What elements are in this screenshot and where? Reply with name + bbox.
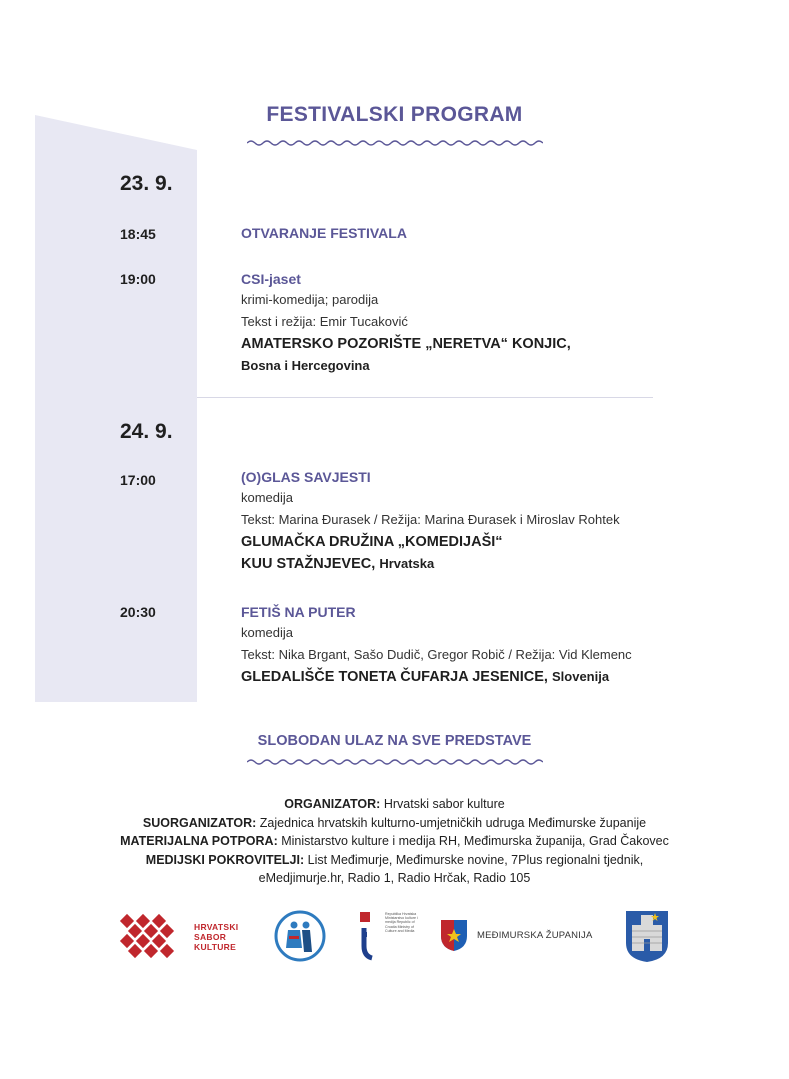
event bbox=[241, 224, 711, 243]
county-logo-text: MEĐIMURSKA ŽUPANIJA bbox=[477, 930, 593, 941]
event-time: 20:30 bbox=[120, 604, 156, 620]
date-band-1 bbox=[35, 115, 197, 397]
event-genre: komedija bbox=[241, 625, 294, 640]
page-title: FESTIVALSKI PROGRAM bbox=[266, 103, 523, 126]
ministry-logo-text: Republika Hrvatska Ministarstvo kulture i medija Republic of Croatia Ministry of Culture and Media bbox=[385, 912, 418, 933]
free-entry-note: SLOBODAN ULAZ NA SVE PREDSTAVE bbox=[257, 733, 532, 749]
event-title: OTVARANJE FESTIVALA bbox=[241, 225, 407, 241]
event-credits: Tekst i režija: Emir Tucaković bbox=[241, 314, 408, 329]
event-genre: krimi-komedija; parodija bbox=[241, 292, 379, 307]
coorganizer-label: SUORGANIZATOR: bbox=[142, 815, 257, 830]
wave-divider-icon bbox=[247, 757, 543, 767]
city-coat-of-arms-icon bbox=[624, 909, 670, 963]
event-country: Slovenija bbox=[552, 669, 610, 684]
event-troupe-2: KUU STAŽNJEVEC, bbox=[241, 556, 376, 572]
date-band-2 bbox=[35, 397, 197, 702]
support: Ministarstvo kulture i medija RH, Međimurska županija, Grad Čakovec bbox=[281, 834, 669, 848]
event-title: FETIŠ NA PUTER bbox=[241, 604, 356, 620]
event bbox=[241, 603, 711, 688]
folk-dancers-logo-icon bbox=[274, 910, 326, 962]
event-country: Bosna i Hercegovina bbox=[241, 358, 370, 373]
ministry-logo-icon bbox=[358, 910, 382, 962]
support-label: MATERIJALNA POTPORA: bbox=[120, 834, 278, 848]
media-line-2: eMedjimurje.hr, Radio 1, Radio Hrčak, Radio 105 bbox=[258, 871, 531, 885]
event-troupe: GLEDALIŠČE TONETA ČUFARJA JESENICE, bbox=[241, 669, 548, 685]
event-title: (O)GLAS SAVJESTI bbox=[241, 469, 371, 485]
day-divider bbox=[197, 397, 653, 398]
credits-block bbox=[0, 795, 789, 888]
media-label: MEDIJSKI POKROVITELJI: bbox=[145, 852, 305, 867]
hsk-logo-text: HRVATSKI SABOR KULTURE bbox=[194, 922, 239, 952]
event bbox=[241, 270, 711, 377]
wave-divider-icon bbox=[247, 138, 543, 148]
event-troupe: GLUMAČKA DRUŽINA „KOMEDIJAŠI“ bbox=[241, 534, 503, 550]
hsk-logo-icon bbox=[116, 912, 182, 960]
event-genre: komedija bbox=[241, 490, 294, 505]
event bbox=[241, 468, 711, 575]
event-credits: Tekst: Nika Brgant, Sašo Dudič, Gregor Robič / Režija: Vid Klemenc bbox=[241, 647, 632, 662]
event-troupe: AMATERSKO POZORIŠTE „NERETVA“ KONJIC, bbox=[241, 336, 571, 352]
day-date: 23. 9. bbox=[120, 172, 173, 195]
event-time: 19:00 bbox=[120, 271, 156, 287]
media-line-1: List Međimurje, Međimurske novine, 7Plus regionalni tjednik, bbox=[307, 852, 644, 867]
county-coat-of-arms-icon bbox=[439, 918, 469, 952]
event-credits: Tekst: Marina Đurasek / Režija: Marina Đurasek i Miroslav Rohtek bbox=[241, 512, 620, 527]
event-time: 18:45 bbox=[120, 226, 156, 242]
event-country: Hrvatska bbox=[379, 556, 435, 571]
event-title: CSI-jaset bbox=[241, 271, 301, 287]
event-time: 17:00 bbox=[120, 472, 156, 488]
organizer: Hrvatski sabor kulture bbox=[383, 797, 505, 811]
organizer-label: ORGANIZATOR: bbox=[284, 797, 381, 811]
coorganizer: Zajednica hrvatskih kulturno-umjetničkih udruga Međimurske županije bbox=[259, 815, 647, 830]
day-date: 24. 9. bbox=[120, 420, 173, 443]
